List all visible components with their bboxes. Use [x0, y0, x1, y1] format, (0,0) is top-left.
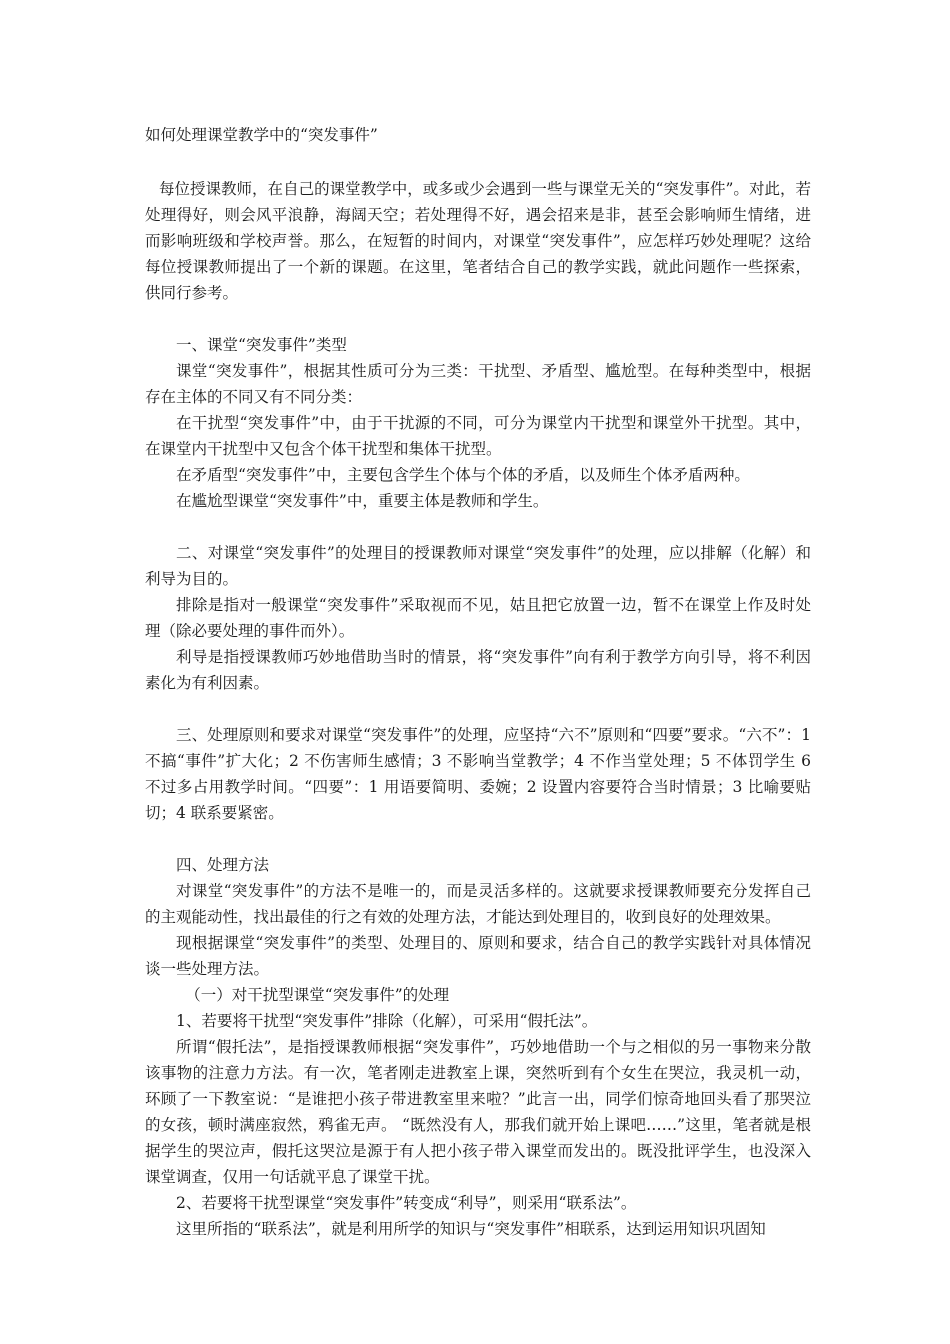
body-paragraph: 这里所指的“联系法”，就是利用所学的知识与“突发事件”相联系，达到运用知识巩固知 [176, 1220, 766, 1238]
intro-paragraph: 每位授课教师，在自己的课堂教学中，或多或少会遇到一些与课堂无关的“突发事件”。对此，若处理得好，则会风平浪静，海阔天空；若处理得不好，遇会招来是非，甚至会影响师生情绪，进而影响班级和学校声誉。那么，在短暂的时间内，对课堂“突发事件”，应怎样巧妙处理呢？这给每位授课教师提出了一个新的课题。在这里，笔者结合自己的教学实践，就此问题作一些探索，供同行参考。 [145, 180, 811, 302]
body-paragraph: 排除是指对一般课堂“突发事件”采取视而不见，姑且把它放置一边，暂不在课堂上作及时处理（除必要处理的事件而外）。 [145, 596, 811, 640]
body-paragraph: 在干扰型“突发事件”中，由于干扰源的不同，可分为课堂内干扰型和课堂外干扰型。其中，在课堂内干扰型中又包含个体干扰型和集体干扰型。 [145, 414, 811, 458]
spacer [145, 696, 811, 722]
body-paragraph: 现根据课堂“突发事件”的类型、处理目的、原则和要求，结合自己的教学实践针对具体情况谈一些处理方法。 [145, 934, 811, 978]
spacer [145, 306, 811, 332]
section-heading-4: 四、处理方法 [176, 856, 270, 874]
body-paragraph: 对课堂“突发事件”的方法不是唯一的，而是灵活多样的。这就要求授课教师要充分发挥自己的主观能动性，找出最佳的行之有效的处理方法，才能达到处理目的，收到良好的处理效果。 [145, 882, 811, 926]
body-paragraph: 课堂“突发事件”，根据其性质可分为三类：干扰型、矛盾型、尴尬型。在每种类型中，根据存在主体的不同又有不同分类： [145, 362, 811, 406]
body-paragraph: 利导是指授课教师巧妙地借助当时的情景，将“突发事件”向有利于教学方向引导，将不利因素化为有利因素。 [145, 648, 811, 692]
body-paragraph: 所谓“假托法”，是指授课教师根据“突发事件”，巧妙地借助一个与之相似的另一事物来分散该事物的注意力方法。有一次，笔者刚走进教室上课，突然听到有个女生在哭泣，我灵机一动，环顾了一下教室说：“是谁把小孩子带进教室里来啦？”此言一出，同学们惊奇地回头看了那哭泣的女孩，顿时满座寂然，鸦雀无声。 “既然没有人，那我们就开始上课吧……”这里，笔者就是根据学生的哭泣声，假托这哭泣是源于有人把小孩子带入课堂而发出的。既没批评学生，也没深入课堂调查，仅用一句话就平息了课堂干扰。 [145, 1038, 811, 1186]
body-paragraph: 在矛盾型“突发事件”中，主要包含学生个体与个体的矛盾，以及师生个体矛盾两种。 [176, 466, 750, 484]
section-heading-2: 二、对课堂“突发事件”的处理目的授课教师对课堂“突发事件”的处理，应以排解（化解）和利导为目的。 [145, 544, 811, 588]
body-paragraph: 2、若要将干扰型课堂“突发事件”转变成“利导”，则采用“联系法”。 [176, 1194, 637, 1212]
document-title: 如何处理课堂教学中的“突发事件” [145, 126, 378, 144]
section-heading-3: 三、处理原则和要求对课堂“突发事件”的处理，应坚持“六不”原则和“四要”要求。“六不”：1 不搞“事件”扩大化；2 不伤害师生感情；3 不影响当堂教学；4 不作当堂处理；5 不体罚学生 6 不过多占用教学时间。“四要”：1 用语要简明、委婉；2 设置内容要符合当时情景；3 比喻要贴切；4 联系要紧密。 [145, 726, 811, 822]
section-heading-1: 一、课堂“突发事件”类型 [176, 336, 347, 354]
document-body [145, 176, 811, 1242]
subsection-heading: （一）对干扰型课堂“突发事件”的处理 [185, 986, 450, 1004]
spacer [145, 514, 811, 540]
body-paragraph: 1、若要将干扰型“突发事件”排除（化解），可采用“假托法”。 [176, 1012, 598, 1030]
body-paragraph: 在尴尬型课堂“突发事件”中，重要主体是教师和学生。 [176, 492, 549, 510]
spacer [145, 826, 811, 852]
